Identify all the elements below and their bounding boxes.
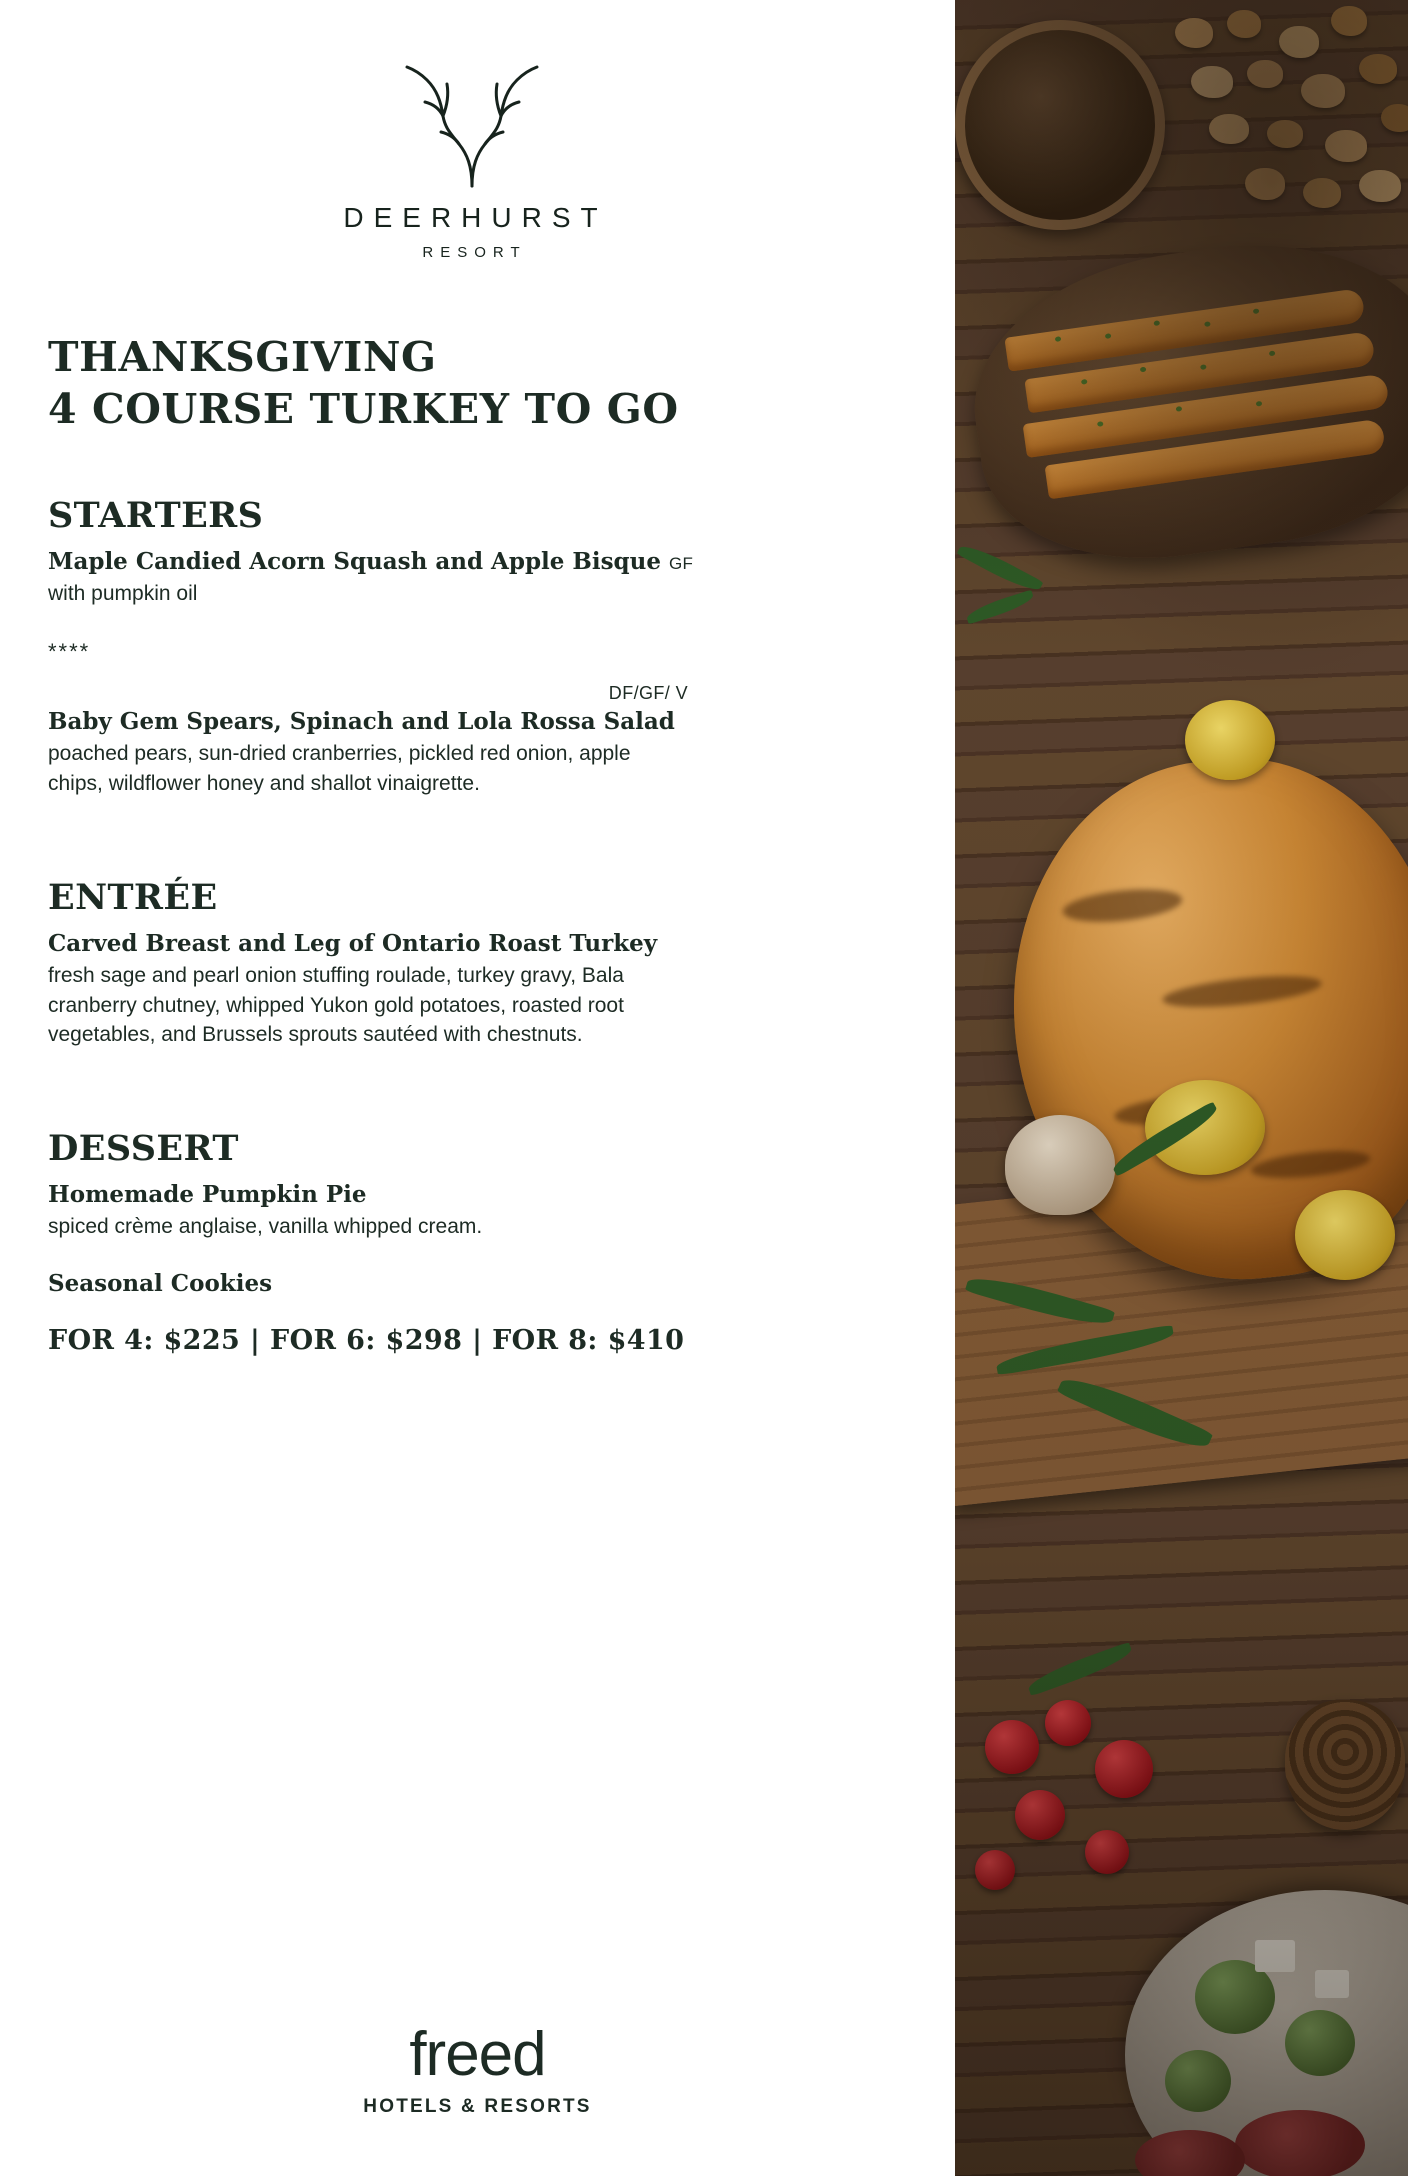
- dish-item: [48, 1179, 895, 1242]
- menu-body: [48, 331, 895, 1356]
- freed-logo: [0, 2020, 955, 2118]
- photo-vignette: [955, 0, 1408, 2176]
- section-entree: [48, 877, 895, 1050]
- dish-name: Homemade Pumpkin Pie: [48, 1181, 367, 1209]
- deerhurst-logo: [48, 48, 895, 261]
- section-heading-entree: ENTRÉE: [48, 876, 218, 918]
- section-heading-starters: STARTERS: [48, 495, 264, 537]
- section-starters: [48, 495, 895, 799]
- dish-name: Seasonal Cookies: [48, 1270, 273, 1297]
- dish-name: Maple Candied Acorn Squash and Apple Bisque: [48, 548, 661, 576]
- section-heading-dessert: DESSERT: [48, 1128, 239, 1170]
- dish-description: poached pears, sun-dried cranberries, pickled red onion, apple chips, wildflower honey and shallot vinaigrette.: [48, 742, 631, 795]
- section-dessert: [48, 1128, 895, 1356]
- freed-subtitle: HOTELS & RESORTS: [363, 2096, 592, 2117]
- section-separator: ****: [48, 638, 91, 664]
- dish-name: Baby Gem Spears, Spinach and Lola Rossa Salad: [48, 707, 675, 735]
- menu-title-line2: 4 COURSE TURKEY TO GO: [48, 385, 679, 434]
- dish-description: fresh sage and pearl onion stuffing roulade, turkey gravy, Bala cranberry chutney, whipped Yukon gold potatoes, roasted root vegetables, and Brussels sprouts sautéed with chestnuts.: [48, 963, 624, 1047]
- page-title: [48, 331, 895, 435]
- diet-tag: GF: [669, 554, 694, 574]
- dish-name: Carved Breast and Leg of Ontario Roast Turkey: [48, 929, 658, 957]
- brand-name: DEERHURST: [343, 202, 608, 233]
- dish-item: [48, 1268, 895, 1299]
- dish-item: [48, 706, 895, 799]
- antlers-icon: [48, 58, 895, 188]
- menu-title-line1: THANKSGIVING: [48, 333, 437, 381]
- dish-description: spiced crème anglaise, vanilla whipped cream.: [48, 1215, 483, 1239]
- freed-wordmark: freed: [409, 2020, 546, 2089]
- dish-description: with pumpkin oil: [48, 582, 198, 606]
- dish-item: [48, 928, 895, 1050]
- brand-subtitle: RESORT: [422, 244, 527, 261]
- price-line: FOR 4: $225 | FOR 6: $298 | FOR 8: $410: [48, 1325, 685, 1357]
- food-photo: [955, 0, 1408, 2176]
- diet-tag: DF/GF/ V: [608, 682, 688, 703]
- dish-item: [48, 546, 895, 609]
